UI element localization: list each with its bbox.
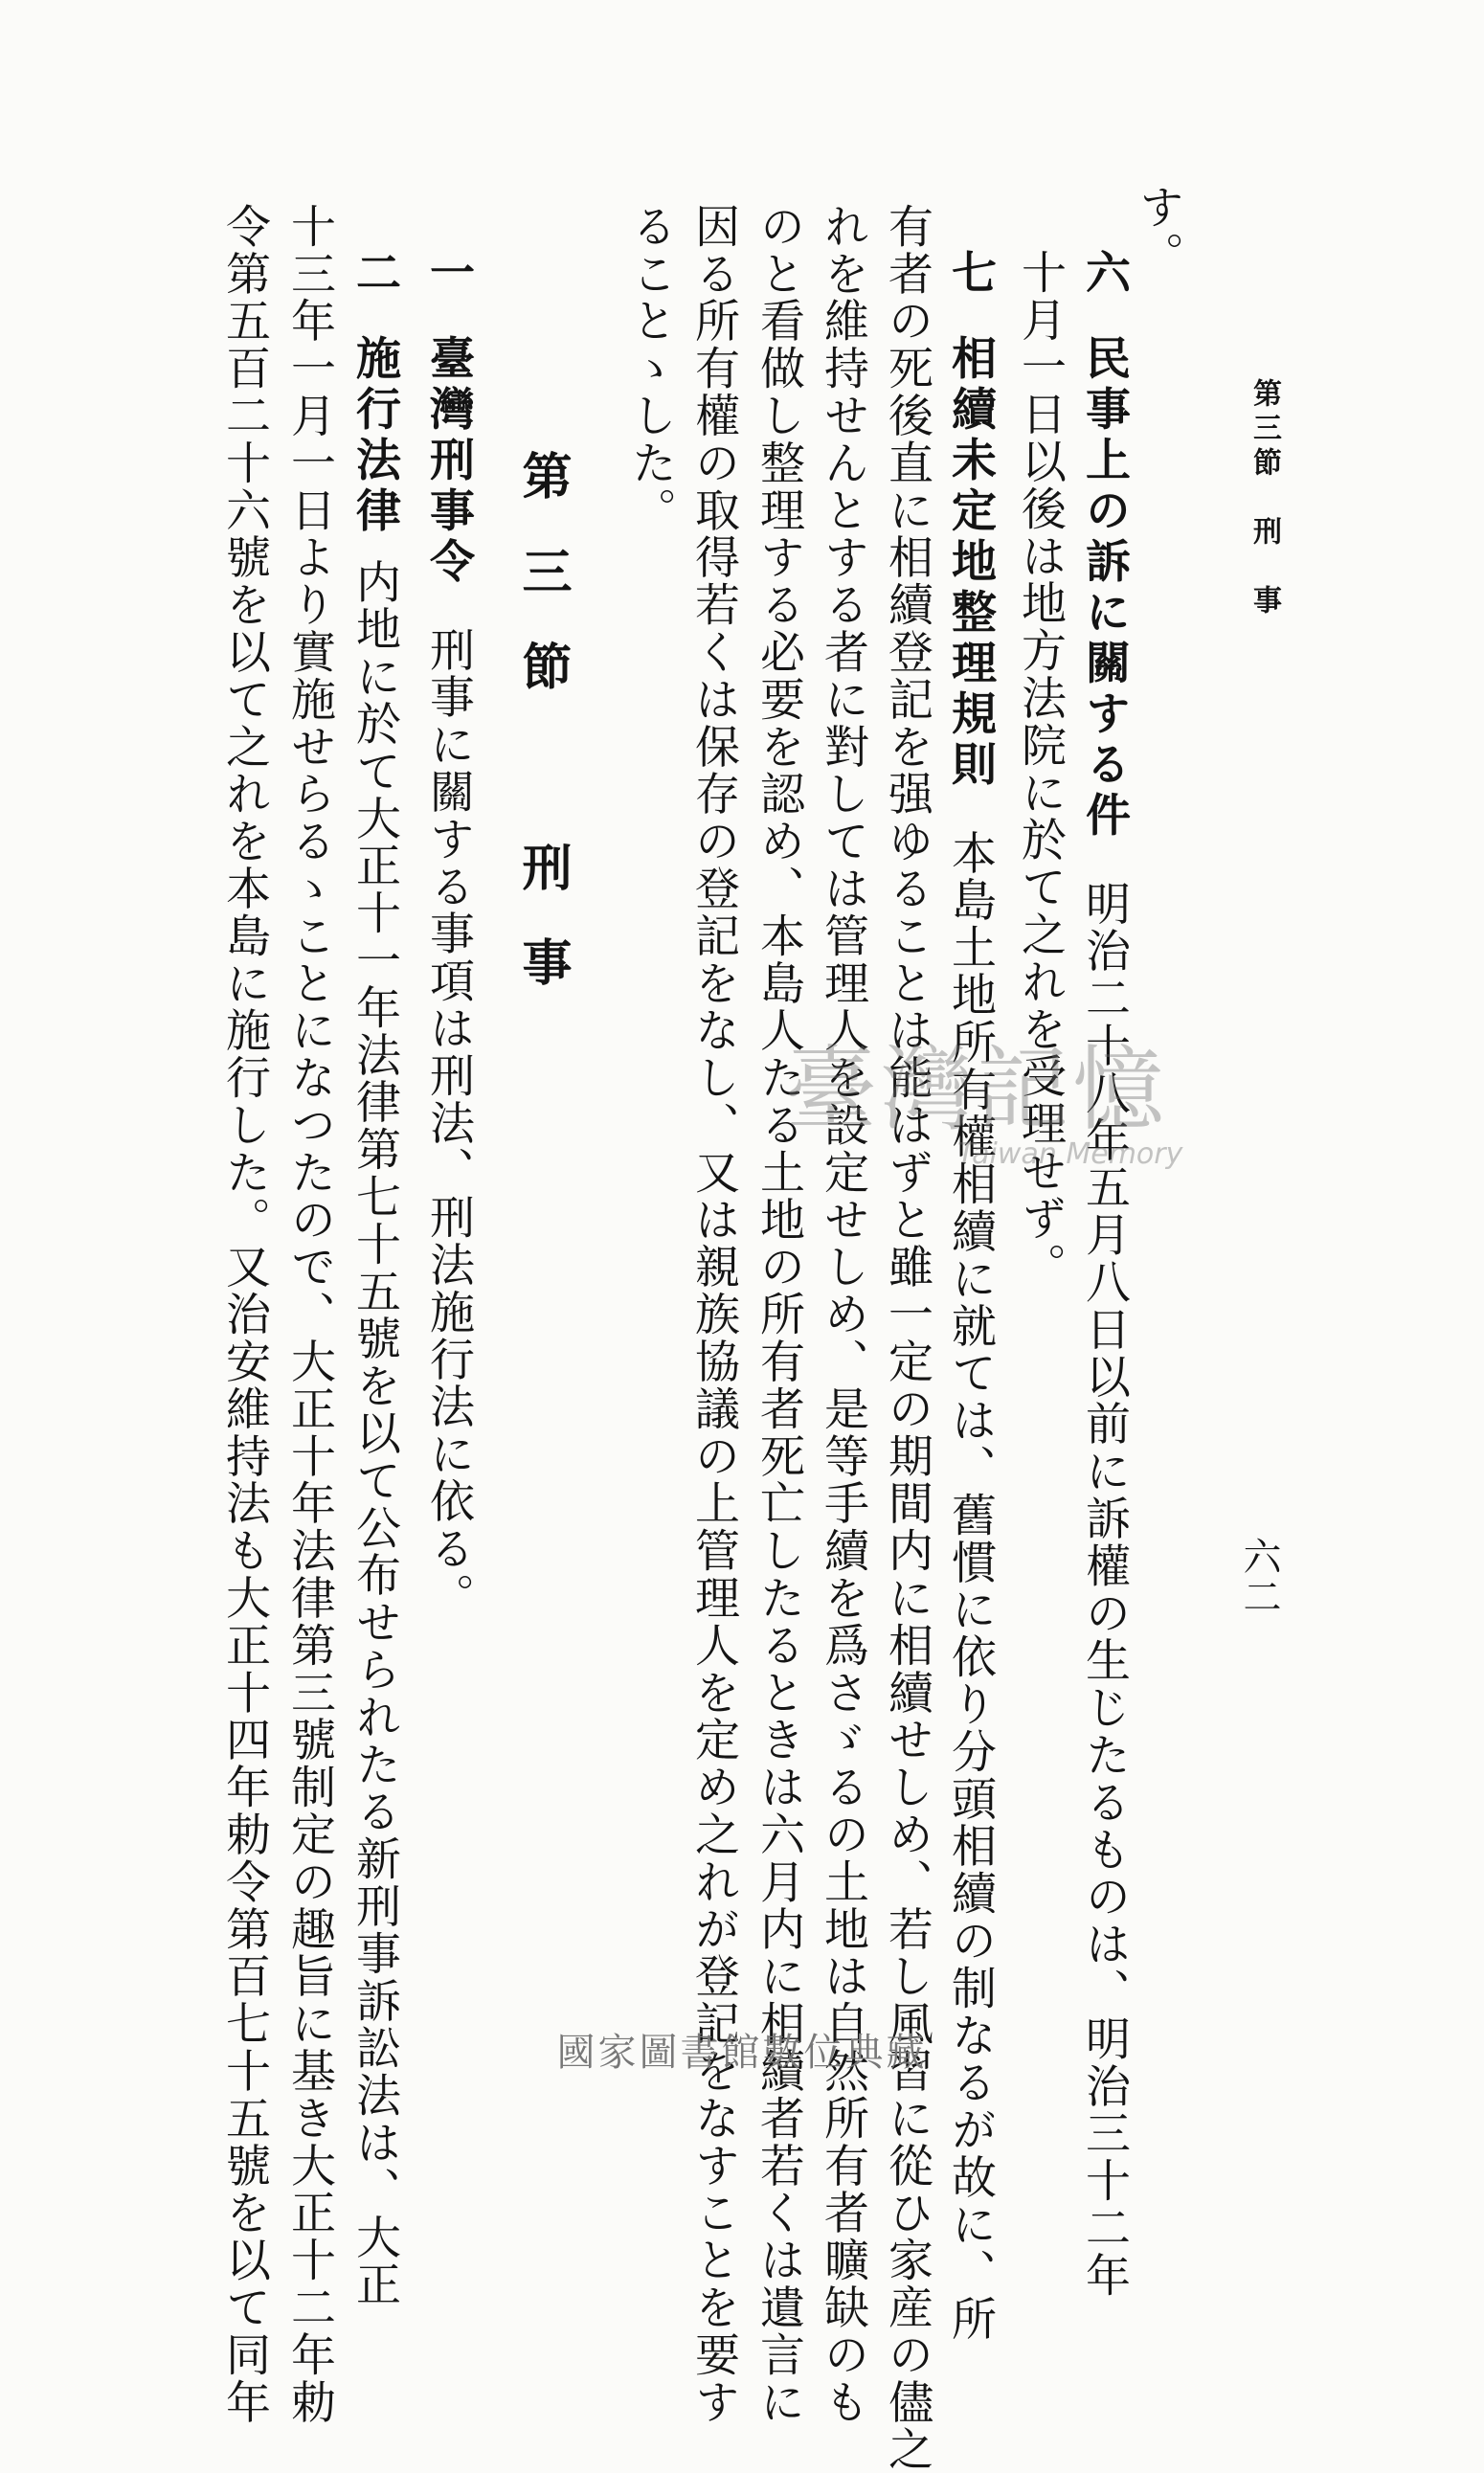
section-six-line-1 xyxy=(1078,249,1131,2300)
section-six-heading: 民事上の訴に關する件 xyxy=(1078,334,1131,843)
item-two-heading: 施行法律 xyxy=(349,334,401,538)
section-seven-text-2: 有者の死後直に相續登記を强ゆることは能はずと雖一定の期間内に相續せしめ、若し風習に從ひ家産の儘之 xyxy=(881,203,933,2473)
section-title xyxy=(513,450,571,986)
section-seven-text-5: 因る所有權の取得若くは保存の登記をなし、又は親族協議の上管理人を定め之れが登記をなすことを要す xyxy=(687,203,740,2426)
item-two-text-2: 十三年一月一日より實施せらるゝことになつたので、大正十年法律第三號制定の趣旨に基き大正十二年勅 xyxy=(283,203,336,2426)
item-two-line-3 xyxy=(218,203,271,2426)
section-title-char-3: 節 xyxy=(513,641,571,690)
item-two-number: 二 xyxy=(349,249,401,297)
footer-credit: 國家圖書館數位典藏 xyxy=(556,2031,928,2075)
section-title-char-4: 刑 xyxy=(513,841,571,891)
page-number: 六二 xyxy=(1237,1537,1281,1617)
section-title-char-5: 事 xyxy=(513,936,571,986)
section-seven-heading: 相續未定地整理規則 xyxy=(944,334,997,792)
item-two-line-1 xyxy=(349,249,401,2309)
section-seven-line-6 xyxy=(624,203,677,534)
section-six-line-2 xyxy=(1014,249,1067,1290)
watermark-logo: 臺灣記憶 xyxy=(785,1036,1168,1143)
item-one-line xyxy=(422,249,475,1620)
item-one-number: 一 xyxy=(422,249,475,297)
section-seven-text-1: 本島土地所有權相續に就ては、舊慣に依り分頭相續の制なるが故に、所 xyxy=(944,829,997,2344)
section-six-text-1: 明治二十八年五月八日以前に訴權の生じたるものは、明治三十二年 xyxy=(1078,880,1131,2300)
section-seven-line-2 xyxy=(881,203,933,2473)
section-six-number: 六 xyxy=(1078,249,1131,297)
section-six-text-2: 十月一日以後は地方法院に於て之れを受理せず。 xyxy=(1014,249,1067,1290)
section-title-char-2: 三 xyxy=(513,545,571,596)
continuation-text: す。 xyxy=(1132,184,1184,279)
continuation-line xyxy=(1132,184,1184,279)
running-head: 第三節 刑 事 xyxy=(1248,378,1281,619)
section-seven-line-3 xyxy=(817,203,869,2426)
section-seven-text-3: れを維持せんとする者に對しては管理人を設定せしめ、是等手續を爲さゞるの土地は自然所有者曠缺のも xyxy=(817,203,869,2426)
item-two-line-2 xyxy=(283,203,336,2426)
item-one-heading: 臺灣刑事令 xyxy=(422,334,475,589)
section-seven-line-4 xyxy=(753,203,805,2426)
section-seven-line-5 xyxy=(687,203,740,2426)
item-two-text-1: 内地に於て大正十一年法律第七十五號を以て公布せられたる新刑事訴訟法は、大正 xyxy=(349,558,401,2309)
section-seven-text-6: ることゝした。 xyxy=(624,203,677,534)
item-one-text: 刑事に關する事項は刑法、刑法施行法に依る。 xyxy=(422,626,475,1620)
watermark-caption: Taiwan Memory xyxy=(957,1137,1183,1171)
item-two-text-3: 令第五百二十六號を以て之れを本島に施行した。又治安維持法も大正十四年勅令第百七十五號を以て同年 xyxy=(218,203,271,2426)
section-seven-number: 七 xyxy=(944,249,997,297)
section-seven-text-4: のと看做し整理する必要を認め、本島人たる土地の所有者死亡したるときは六月内に相續者若くは遺言に xyxy=(753,203,805,2426)
section-title-char-1: 第 xyxy=(513,450,571,500)
